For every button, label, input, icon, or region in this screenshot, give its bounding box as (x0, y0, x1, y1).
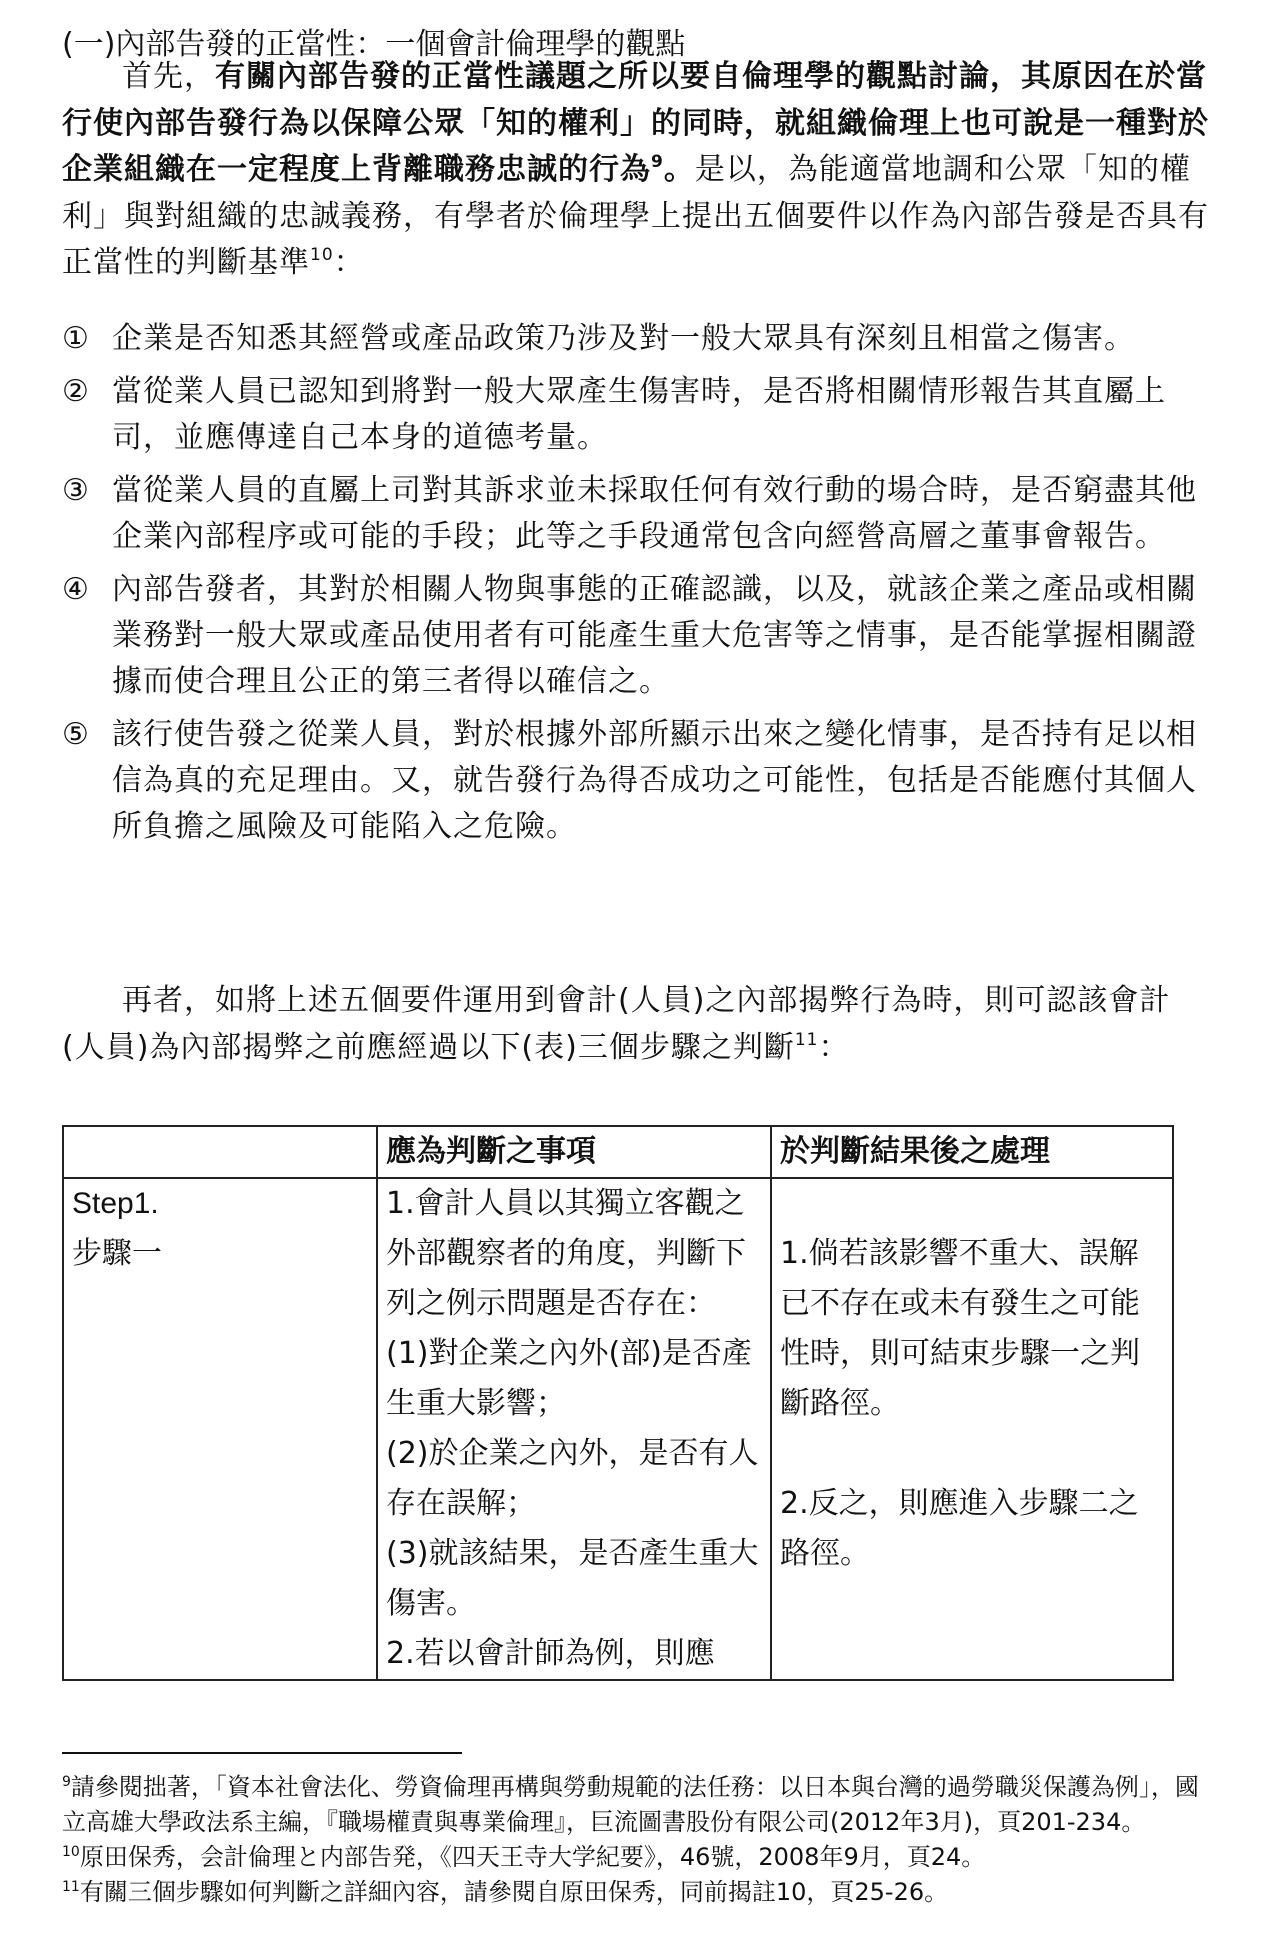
criteria-item (62, 712, 1222, 850)
criteria-number: ④ (62, 572, 90, 607)
steps-table (62, 1125, 1174, 1681)
criteria-number: ③ (62, 473, 90, 508)
handling-item: 2.反之，則應進入步驟二之路徑。 (780, 1486, 1139, 1571)
table-header-row (63, 1126, 1173, 1178)
header-matters: 應為判斷之事項 (377, 1126, 771, 1178)
matters-cell (377, 1178, 771, 1680)
matter-item: (1)對企業之內外(部)是否產生重大影響； (386, 1336, 752, 1421)
footnote-ref-10[interactable]: 10 (310, 245, 334, 265)
handling-item: 1.倘若該影響不重大、誤解已不存在或未有發生之可能性時，則可結束步驟一之判斷路徑。 (780, 1236, 1140, 1421)
criteria-item (62, 567, 1222, 705)
criteria-text: 內部告發者，其對於相關人物與事態的正確認識，以及，就該企業之產品或相關業務對一般大眾或產品使用者有可能產生重大危害等之情事，是否能掌握相關證據而使合理且公正的第三者得以確信之。 (112, 572, 1197, 699)
step-cell (63, 1178, 377, 1680)
step-subtitle: 步驟一 (72, 1236, 162, 1271)
criteria-item (62, 316, 1222, 362)
matter-item: 1.會計人員以其獨立客觀之外部觀察者的角度，判斷下列之例示問題是否存在： (386, 1186, 746, 1321)
footnote-9: $^9$請參閱拙著，「資本社會法化、勞資倫理再構與勞動規範的法任務：以日本與台灣的過勞職災保護為例」，國立高雄大學政法系主編，『職場權責與專業倫理』，巨流圖書股份有限公司(2012年3月)，頁201-234。 (62, 1773, 1199, 1836)
section-heading: (一)內部告發的正當性：一個會計倫理學的觀點 (62, 27, 686, 62)
intro-rest: 是以，為能適當地調和公眾「知的權利」與對組織的忠誠義務，有學者於倫理學上提出五個要件以作為內部告發是否具有正當性的判斷基準 (62, 152, 1209, 280)
intro-lead: 首先， (122, 59, 215, 94)
footnote-11: $^{11}$有關三個步驟如何判斷之詳細內容，請參閱自原田保秀，同前揭註10，頁25-26。 (62, 1878, 949, 1906)
criteria-text: 企業是否知悉其經營或產品政策乃涉及對一般大眾具有深刻且相當之傷害。 (112, 321, 1135, 356)
intro-paragraph: 首先，有關內部告發的正當性議題之所以要自倫理學的觀點討論，其原因在於當行使內部告發行為以保障公眾「知的權利」的同時，就組織倫理上也可說是一種對於企業組織在一定程度上背離職務忠誠的行為$^9$。是以，為能適當地調和公眾「知的權利」與對組織的忠誠義務，有學者於倫理學上提出五個要件以作為內部告發是否具有正當性的判斷基準$^{10}$： (62, 59, 1209, 280)
matter-item: 2.若以會計師為例，則應 (386, 1636, 715, 1671)
handling-cell (771, 1178, 1173, 1680)
header-empty (63, 1126, 377, 1178)
criteria-item (62, 369, 1222, 461)
criteria-text: 當從業人員已認知到將對一般大眾產生傷害時，是否將相關情形報告其直屬上司，並應傳達自己本身的道德考量。 (112, 374, 1166, 455)
criteria-item (62, 468, 1222, 560)
matter-item: (2)於企業之內外，是否有人存在誤解； (386, 1436, 759, 1521)
criteria-number: ② (62, 374, 90, 409)
followup-paragraph: 再者，如將上述五個要件運用到會計(人員)之內部揭弊行為時，則可認該會計(人員)為內部揭弊之前應經過以下(表)三個步驟之判斷$^{11}$： (62, 983, 1171, 1065)
footnote-ref-9[interactable]: 9 (651, 152, 664, 172)
intro-bold-text: 有關內部告發的正當性議題之所以要自倫理學的觀點討論，其原因在於當行使內部告發行為以保障公眾「知的權利」的同時，就組織倫理上也可說是一種對於企業組織在一定程度上背離職務忠誠的行為$^9$。 (62, 59, 1209, 187)
criteria-list (62, 316, 1222, 857)
criteria-text: 當從業人員的直屬上司對其訴求並未採取任何有效行動的場合時，是否窮盡其他企業內部程序或可能的手段；此等之手段通常包含向經營高層之董事會報告。 (112, 473, 1197, 554)
step-title: Step1. (72, 1187, 159, 1220)
header-handling: 於判斷結果後之處理 (771, 1126, 1173, 1178)
footnote-10: $^{10}$原田保秀，会計倫理と内部告発，《四天王寺大学紀要》，46號，2008年9月，頁24。 (62, 1843, 986, 1871)
footnotes (62, 1770, 1212, 1910)
criteria-number: ① (62, 321, 90, 356)
matter-item: (3)就該結果，是否產生重大傷害。 (386, 1536, 759, 1621)
criteria-number: ⑤ (62, 717, 90, 752)
footnote-divider (62, 1752, 462, 1754)
footnote-ref-11[interactable]: 11 (794, 1029, 819, 1050)
criteria-text: 該行使告發之從業人員，對於根據外部所顯示出來之變化情事，是否持有足以相信為真的充足理由。又，就告發行為得否成功之可能性，包括是否能應付其個人所負擔之風險及可能陷入之危險。 (112, 717, 1197, 844)
table-row (63, 1178, 1173, 1680)
